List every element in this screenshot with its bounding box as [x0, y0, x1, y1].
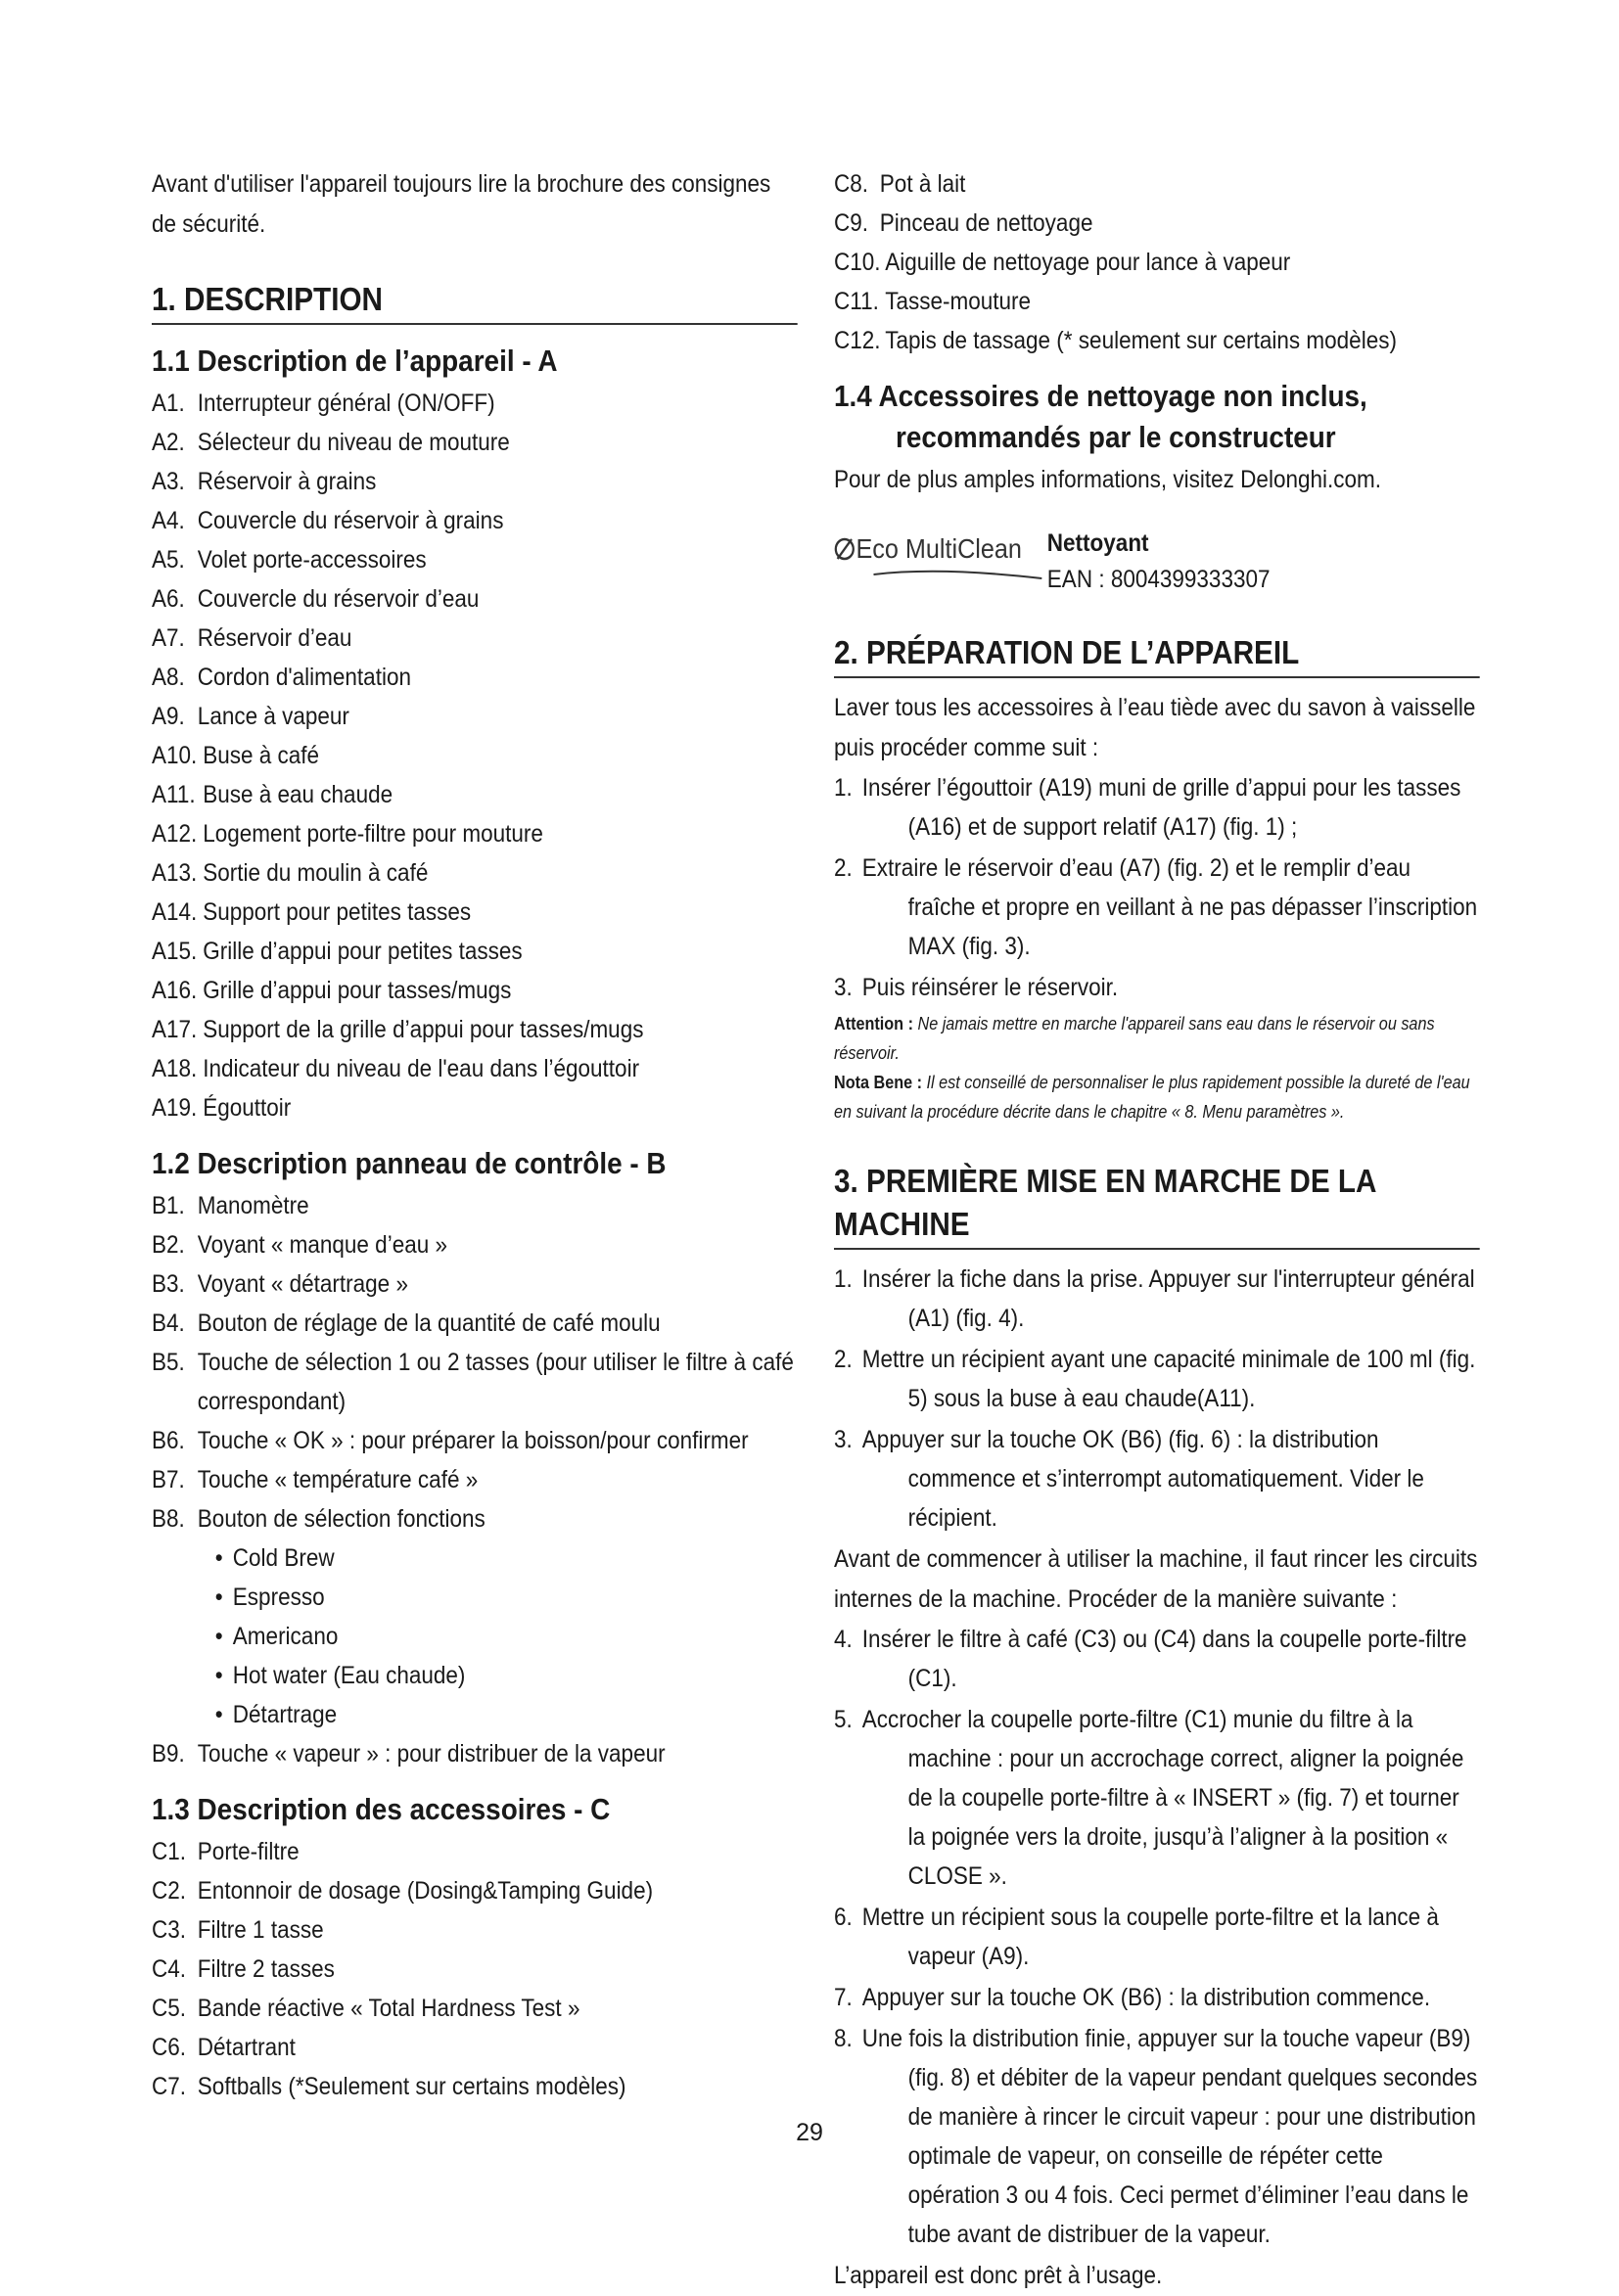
list-item: • Cold Brew	[215, 1538, 798, 1578]
list-item: A7. Réservoir d’eau	[152, 624, 352, 652]
section-1-2-title: 1.2 Description panneau de contrôle - B	[152, 1146, 667, 1180]
function-options-list	[152, 1538, 797, 1734]
intro-text: Avant d'utiliser l'appareil toujours lire la brochure des consignes de sécurité.	[152, 170, 771, 238]
more-info-text: Pour de plus amples informations, visitez Delonghi.com.	[834, 466, 1382, 493]
list-item: C12. Tapis de tassage (* seulement sur certains modèles)	[834, 327, 1397, 354]
control-panel-list	[152, 1186, 797, 1538]
list-item: • Détartrage	[215, 1695, 798, 1734]
accessories-list	[152, 1832, 797, 2106]
control-panel-list-end	[152, 1734, 797, 1773]
list-item: B6. Touche « OK » : pour préparer la boisson/pour confirmer	[152, 1427, 749, 1454]
list-item: 5. Accrocher la coupelle porte-filtre (C1) munie du filtre à la machine : pour un accrochage correct, aligner la poignée de la coupelle porte-filtre à « INSERT » (fig. 7) et tourner la poignée vers la droite, jusqu’à l’aligner à la position « CLOSE ».	[834, 1706, 1464, 1890]
list-item: A4. Couvercle du réservoir à grains	[152, 507, 504, 534]
list-item: A5. Volet porte-accessoires	[152, 546, 427, 574]
list-item: 7. Appuyer sur la touche OK (B6) : la distribution commence.	[834, 1984, 1431, 2011]
eco-logo-text: Eco MultiClean	[856, 532, 1022, 565]
list-item: B2. Voyant « manque d’eau »	[152, 1231, 448, 1259]
list-item: C1. Porte-filtre	[152, 1838, 300, 1865]
list-item: 4. Insérer le filtre à café (C3) ou (C4) dans la coupelle porte-filtre (C1).	[834, 1626, 1467, 1692]
list-item: A15. Grille d’appui pour petites tasses	[152, 938, 523, 965]
product-ean: EAN : 8004399333307	[1046, 566, 1271, 593]
list-item: 6. Mettre un récipient sous la coupelle porte-filtre et la lance à vapeur (A9).	[834, 1904, 1439, 1970]
list-item: • Hot water (Eau chaude)	[215, 1656, 798, 1695]
list-item: • Americano	[215, 1617, 798, 1656]
list-item: A3. Réservoir à grains	[152, 468, 377, 495]
list-item: A18. Indicateur du niveau de l'eau dans l’égouttoir	[152, 1055, 640, 1082]
eco-multiclean-logo	[834, 526, 1041, 596]
list-item: C5. Bande réactive « Total Hardness Test »	[152, 1995, 580, 2022]
list-item: 8. Une fois la distribution finie, appuyer sur la touche vapeur (B9) (fig. 8) et débiter de la vapeur pendant quelques secondes de manière à rincer le circuit vapeur : pour une distribution optimale de vapeur, on conseille de répéter cette opération 3 ou 4 fois. Ceci permet d’éliminer l’eau dans le tube avant de distribuer de la vapeur.	[834, 2025, 1478, 2248]
list-item: A6. Couvercle du réservoir d’eau	[152, 585, 480, 613]
list-item: A13. Sortie du moulin à café	[152, 859, 429, 887]
page-number: 29	[796, 2119, 823, 2146]
accessories-list-continued	[834, 164, 1479, 360]
nota-bene-note: Nota Bene : Il est conseillé de personnaliser le plus rapidement possible la dureté de l'eau en suivant la procédure décrite dans le chapitre « 8. Menu paramètres ».	[834, 1073, 1470, 1122]
list-item: A16. Grille d’appui pour tasses/mugs	[152, 977, 512, 1004]
first-start-steps	[834, 1260, 1479, 1538]
list-item: B3. Voyant « détartrage »	[152, 1270, 408, 1298]
list-item: C11. Tasse-mouture	[834, 288, 1032, 315]
right-column	[834, 164, 1480, 2296]
list-item: 2. Mettre un récipient ayant une capacité minimale de 100 ml (fig. 5) sous la buse à eau chaude(A11).	[834, 1346, 1476, 1412]
section-2-intro: Laver tous les accessoires à l’eau tiède avec du savon à vaisselle puis procéder comme suit :	[834, 694, 1476, 761]
list-item: A17. Support de la grille d’appui pour tasses/mugs	[152, 1016, 644, 1043]
eco-multiclean-product	[834, 526, 1479, 598]
list-item: 1. Insérer l’égouttoir (A19) muni de grille d’appui pour les tasses (A16) et de support relatif (A17) (fig. 1) ;	[834, 774, 1461, 841]
list-item: C2. Entonnoir de dosage (Dosing&Tamping Guide)	[152, 1877, 654, 1905]
list-item: A1. Interrupteur général (ON/OFF)	[152, 390, 495, 417]
list-item: C6. Détartrant	[152, 2034, 296, 2061]
list-item: A19. Égouttoir	[152, 1094, 292, 1122]
list-item: A9. Lance à vapeur	[152, 703, 349, 730]
rinse-steps	[834, 1620, 1479, 2254]
list-item: B5. Touche de sélection 1 ou 2 tasses (pour utiliser le filtre à café correspondant)	[152, 1349, 794, 1415]
list-item: 1. Insérer la fiche dans la prise. Appuyer sur l'interrupteur général (A1) (fig. 4).	[834, 1265, 1475, 1332]
list-item: C10. Aiguille de nettoyage pour lance à vapeur	[834, 249, 1291, 276]
list-item: A2. Sélecteur du niveau de mouture	[152, 429, 510, 456]
appliance-parts-list	[152, 384, 797, 1127]
list-item: A8. Cordon d'alimentation	[152, 664, 411, 691]
list-item: B7. Touche « température café »	[152, 1466, 479, 1493]
list-item: 2. Extraire le réservoir d’eau (A7) (fig. 2) et le remplir d’eau fraîche et propre en veillant à ne pas dépasser l’inscription MAX (fig. 3).	[834, 854, 1478, 960]
section-2-title: 2. PRÉPARATION DE L’APPAREIL	[834, 631, 1479, 678]
list-item: C3. Filtre 1 tasse	[152, 1916, 324, 1944]
list-item: B9. Touche « vapeur » : pour distribuer de la vapeur	[152, 1740, 666, 1768]
list-item: A10. Buse à café	[152, 742, 320, 769]
list-item: C8. Pot à lait	[834, 170, 966, 198]
list-item: A14. Support pour petites tasses	[152, 898, 472, 926]
preparation-steps	[834, 768, 1479, 1007]
section-1-title: 1. DESCRIPTION	[152, 278, 797, 325]
list-item: C7. Softballs (*Seulement sur certains modèles)	[152, 2073, 626, 2100]
product-name: Nettoyant	[1046, 529, 1149, 557]
list-item: • Espresso	[215, 1578, 798, 1617]
section-1-4-title: 1.4 Accessoires de nettoyage non inclus, recommandés par le constructeur	[834, 379, 1367, 454]
section-1-3-title: 1.3 Description des accessoires - C	[152, 1792, 611, 1826]
list-item: B1. Manomètre	[152, 1192, 309, 1219]
list-item: B4. Bouton de réglage de la quantité de café moulu	[152, 1309, 661, 1337]
ready-text: L’appareil est donc prêt à l’usage.	[834, 2262, 1163, 2289]
left-column	[152, 164, 798, 2106]
rinse-intro: Avant de commencer à utiliser la machine, il faut rincer les circuits internes de la machine. Procéder de la manière suivante :	[834, 1545, 1478, 1613]
list-item: 3. Appuyer sur la touche OK (B6) (fig. 6) : la distribution commence et s’interrompt automatiquement. Vider le récipient.	[834, 1426, 1424, 1532]
list-item: 3. Puis réinsérer le réservoir.	[834, 974, 1119, 1001]
list-item: C9. Pinceau de nettoyage	[834, 209, 1093, 237]
list-item: C4. Filtre 2 tasses	[152, 1955, 335, 1983]
list-item: B8. Bouton de sélection fonctions	[152, 1505, 486, 1533]
list-item: A11. Buse à eau chaude	[152, 781, 393, 808]
section-1-1-title: 1.1 Description de l’appareil - A	[152, 344, 558, 378]
list-item: A12. Logement porte-filtre pour mouture	[152, 820, 543, 848]
section-3-title: 3. PREMIÈRE MISE EN MARCHE DE LA MACHINE	[834, 1160, 1479, 1250]
attention-note: Attention : Ne jamais mettre en marche l'appareil sans eau dans le réservoir ou sans réservoir.	[834, 1014, 1435, 1063]
